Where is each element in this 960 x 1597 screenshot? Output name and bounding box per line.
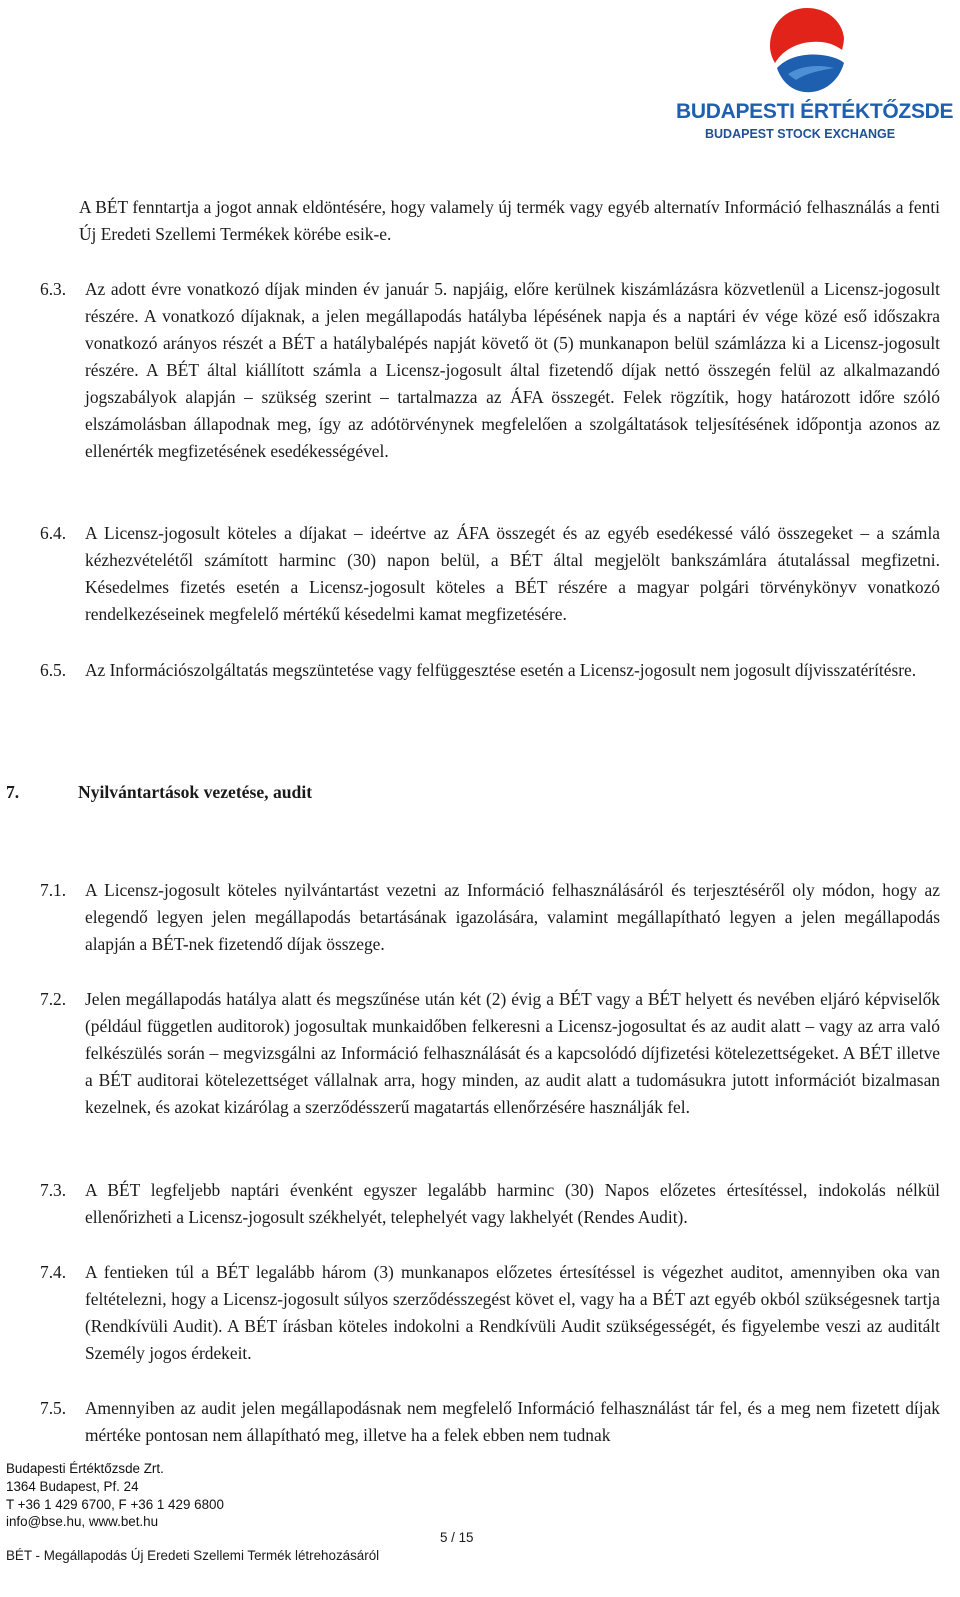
clause-number: 6.3. <box>40 279 67 299</box>
clause-number: 6.5. <box>40 660 67 680</box>
clause-number: 6.4. <box>40 523 67 543</box>
clause-text: Az Információszolgáltatás megszüntetése vagy felfüggesztése esetén a Licensz-jogosult nem jogosult díjvisszatérítésre. <box>85 660 917 680</box>
footer-phone: T +36 1 429 6700, F +36 1 429 6800 <box>6 1496 224 1512</box>
clause-number: 7.5. <box>40 1398 67 1418</box>
section-title: Nyilvántartások vezetése, audit <box>78 782 313 802</box>
bse-logo-icon <box>762 2 852 97</box>
clause-text: A Licensz-jogosult köteles a díjakat – ideértve az ÁFA összegét és az egyéb esedékessé váló összegeket – a számla kézhezvételétől számított harminc (30) napon belül, a BÉT által megjelölt bankszámlára átutalással megfizetni. Késedelmes fizetés esetén a Licensz-jogosult köteles a BÉT részére a magyar polgári törvénykönyv vonatkozó rendelkezéseinek megfelelő mértékű késedelmi kamat megfizetésére. <box>85 523 940 624</box>
clause-text: Jelen megállapodás hatálya alatt és megszűnése után két (2) évig a BÉT vagy a BÉT helyett és nevében eljáró képviselők (például független auditorok) jogosultak munkaidőben felkeresni a Licensz-jogosultat és az audit alatt – vagy az arra való felkészülés során – megvizsgálni az Információ felhasználását és a kapcsolódó díjfizetési kötelezettségeket. A BÉT illetve a BÉT auditorai kötelezettséget vállalnak arra, hogy minden, az audit alatt a tudomásukra jutott információt bizalmasan kezelnek, és azokat kizárólag a szerződésszerű magatartás ellenőrzésére használják fel. <box>85 989 940 1117</box>
header-logo <box>672 0 954 150</box>
footer-company: Budapesti Értéktőzsde Zrt. <box>6 1461 164 1476</box>
clause-text: Az adott évre vonatkozó díjak minden év január 5. napjáig, előre kerülnek kiszámlázásra közvetlenül a Licensz-jogosult részére. A vonatkozó díjaknak, a jelen megállapodás hatályba lépésének napja és a naptári év vége közé eső időszakra vonatkozó arányos részét a BÉT a hatálybalépés napját követő öt (5) munkanapon belül számlázza ki a Licensz-jogosult részére. A BÉT által kiállított számla a Licensz-jogosult által fizetendő díjak nettó összegén felül az alkalmazandó jogszabályok alapján – szükség szerint – tartalmazza az ÁFA összegét. Felek rögzítik, hogy határozott időre szóló elszámolásban állapodnak meg, így az adótörvénynek megfelelően a szolgáltatások teljesítésének időpontja azonos az ellenérték megfizetésének esedékességével. <box>85 279 940 461</box>
clause-number: 7.2. <box>40 989 67 1009</box>
clause-number: 7.3. <box>40 1180 67 1200</box>
footer-address: 1364 Budapest, Pf. 24 <box>6 1478 139 1494</box>
clause-text: Amennyiben az audit jelen megállapodásnak nem megfelelő Információ felhasználást tár fel, és a meg nem fizetett díjak mértéke pontosan nem állapítható meg, illetve ha a felek ebben nem tudnak <box>85 1398 940 1445</box>
footer-web: info@bse.hu, www.bet.hu <box>6 1514 159 1530</box>
page-number: 5 / 15 <box>440 1530 474 1545</box>
brand-subtitle: BUDAPEST STOCK EXCHANGE <box>705 127 896 141</box>
brand-name: BUDAPESTI ÉRTÉKTŐZSDE <box>676 100 954 123</box>
footer-address-block <box>6 1460 224 1531</box>
intro-paragraph: A BÉT fenntartja a jogot annak eldöntésére, hogy valamely új termék vagy egyéb alternatív Információ felhasználás a fenti Új Eredeti Szellemi Termékek körébe esik-e. <box>79 197 940 244</box>
section-number: 7. <box>6 782 20 802</box>
clause-number: 7.4. <box>40 1262 67 1282</box>
clause-text: A Licensz-jogosult köteles nyilvántartást vezetni az Információ felhasználásáról és terjesztéséről oly módon, hogy az elegendő legyen jelen megállapodás betartásának igazolására, valamint megállapítható legyen a jelen megállapodás alapján a BÉT-nek fizetendő díjak összege. <box>85 880 940 954</box>
clause-number: 7.1. <box>40 880 67 900</box>
clause-text: A BÉT legfeljebb naptári évenként egyszer legalább harminc (30) Napos előzetes értesítéssel, indokolás nélkül ellenőrizheti a Licensz-jogosult székhelyét, telephelyét vagy lakhelyét (Rendes Audit). <box>85 1180 940 1227</box>
footer-doc-title: BÉT - Megállapodás Új Eredeti Szellemi Termék létrehozásáról <box>6 1548 380 1563</box>
clause-text: A fentieken túl a BÉT legalább három (3) munkanapos előzetes értesítéssel is végezhet auditot, amennyiben oka van feltételezni, hogy a Licensz-jogosult súlyos szerződésszegést követ el, vagy ha a BÉT azt egyéb okból szükségesnek tartja (Rendkívüli Audit). A BÉT írásban köteles indokolni a Rendkívüli Audit szükségességét, és figyelembe veszi az auditált Személy jogos érdekeit. <box>85 1262 940 1363</box>
